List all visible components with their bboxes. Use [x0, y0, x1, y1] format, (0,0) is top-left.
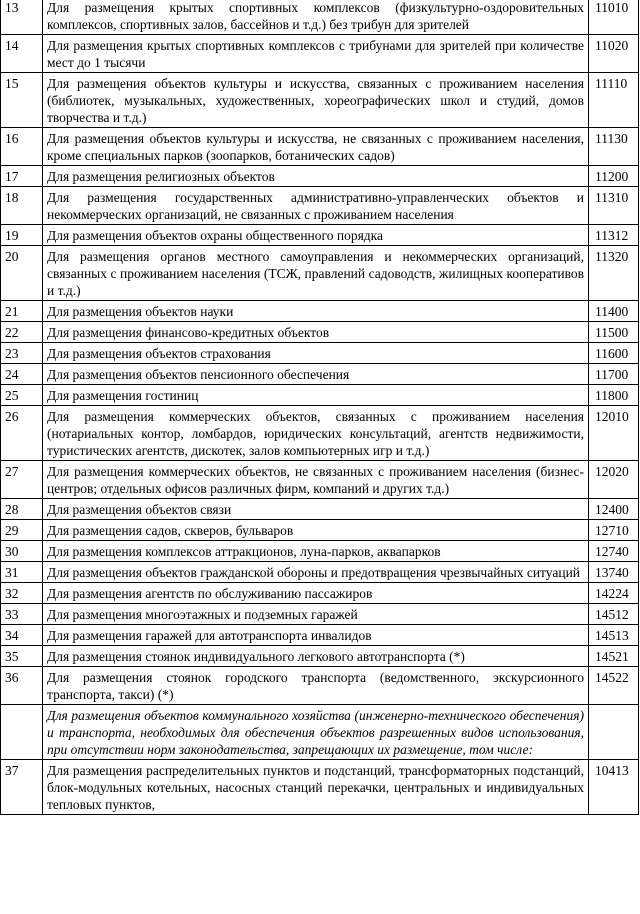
- table-row: [1, 246, 639, 301]
- row-number: 33: [1, 604, 43, 625]
- row-number: 37: [1, 760, 43, 815]
- row-code: 14513: [589, 625, 639, 646]
- table-row: [1, 187, 639, 225]
- row-description: Для размещения стоянок индивидуального легкового автотранспорта (*): [43, 646, 589, 667]
- row-description: Для размещения многоэтажных и подземных гаражей: [43, 604, 589, 625]
- row-code: 11320: [589, 246, 639, 301]
- row-code: 13740: [589, 562, 639, 583]
- table-row: [1, 166, 639, 187]
- table-row: [1, 541, 639, 562]
- row-code: 12020: [589, 461, 639, 499]
- row-number: 36: [1, 667, 43, 705]
- row-number: 29: [1, 520, 43, 541]
- row-number: 13: [1, 0, 43, 35]
- row-number: 30: [1, 541, 43, 562]
- row-description: Для размещения агентств по обслуживанию пассажиров: [43, 583, 589, 604]
- row-number: 14: [1, 35, 43, 73]
- row-description: Для размещения гостиниц: [43, 385, 589, 406]
- row-code: 11310: [589, 187, 639, 225]
- section-note: Для размещения объектов коммунального хозяйства (инженерно-технического обеспечения) и транспорта, необходимых для обеспечения объектов разрешенных видов использования, при отсутствии норм законодательства, запрещающих их размещение, том числе:: [43, 705, 589, 760]
- row-number: [1, 705, 43, 760]
- table-row: [1, 128, 639, 166]
- row-description: Для размещения религиозных объектов: [43, 166, 589, 187]
- row-description: Для размещения объектов пенсионного обеспечения: [43, 364, 589, 385]
- row-description: Для размещения стоянок городского транспорта (ведомственного, экскурсионного транспорта, такси) (*): [43, 667, 589, 705]
- row-number: 35: [1, 646, 43, 667]
- row-code: 11020: [589, 35, 639, 73]
- row-description: Для размещения объектов охраны общественного порядка: [43, 225, 589, 246]
- row-code: 14224: [589, 583, 639, 604]
- row-description: Для размещения крытых спортивных комплексов с трибунами для зрителей при количестве мест до 1 тысячи: [43, 35, 589, 73]
- section-note-row: [1, 705, 639, 760]
- row-number: 25: [1, 385, 43, 406]
- row-description: Для размещения объектов связи: [43, 499, 589, 520]
- row-description: Для размещения гаражей для автотранспорта инвалидов: [43, 625, 589, 646]
- table-row: [1, 520, 639, 541]
- row-code: 11312: [589, 225, 639, 246]
- row-description: Для размещения органов местного самоуправления и некоммерческих организаций, связанных с проживанием населения (ТСЖ, правлений садоводств, жилищных кооперативов и т.д.): [43, 246, 589, 301]
- table-row: [1, 646, 639, 667]
- table-row: [1, 0, 639, 35]
- row-number: 32: [1, 583, 43, 604]
- table-body: [1, 0, 639, 815]
- table-row: [1, 73, 639, 128]
- row-code: 11800: [589, 385, 639, 406]
- row-code: 12740: [589, 541, 639, 562]
- row-description: Для размещения объектов страхования: [43, 343, 589, 364]
- row-number: 26: [1, 406, 43, 461]
- table-row: [1, 625, 639, 646]
- row-code: 11600: [589, 343, 639, 364]
- table-row: [1, 461, 639, 499]
- row-code: 11010: [589, 0, 639, 35]
- row-code: 14512: [589, 604, 639, 625]
- row-description: Для размещения государственных административно-управленческих объектов и некоммерческих организаций, не связанных с проживанием населения: [43, 187, 589, 225]
- table-row: [1, 667, 639, 705]
- row-code: 11200: [589, 166, 639, 187]
- row-description: Для размещения коммерческих объектов, связанных с проживанием населения (нотариальных контор, ломбардов, юридических консультаций, агентств недвижимости, туристических агентств, дискотек, залов компьютерных игр и т.д.): [43, 406, 589, 461]
- table-row: [1, 583, 639, 604]
- table-row: [1, 322, 639, 343]
- row-code: 11130: [589, 128, 639, 166]
- row-code: 12710: [589, 520, 639, 541]
- row-description: Для размещения крытых спортивных комплексов (физкультурно-оздоровительных комплексов, спортивных залов, бассейнов и т.д.) без трибун для зрителей: [43, 0, 589, 35]
- row-description: Для размещения объектов гражданской обороны и предотвращения чрезвычайных ситуаций: [43, 562, 589, 583]
- row-description: Для размещения комплексов аттракционов, луна-парков, аквапарков: [43, 541, 589, 562]
- row-code: 14521: [589, 646, 639, 667]
- row-description: Для размещения объектов культуры и искусства, не связанных с проживанием населения, кроме специальных парков (зоопарков, ботанических садов): [43, 128, 589, 166]
- row-code: 11110: [589, 73, 639, 128]
- table-row: [1, 364, 639, 385]
- row-number: 24: [1, 364, 43, 385]
- row-number: 18: [1, 187, 43, 225]
- table-row: [1, 343, 639, 364]
- row-code: 11700: [589, 364, 639, 385]
- row-number: 28: [1, 499, 43, 520]
- row-description: Для размещения коммерческих объектов, не связанных с проживанием населения (бизнес-центров; отдельных офисов различных фирм, компаний и других т.д.): [43, 461, 589, 499]
- row-description: Для размещения садов, скверов, бульваров: [43, 520, 589, 541]
- table-row: [1, 406, 639, 461]
- row-number: 27: [1, 461, 43, 499]
- row-number: 34: [1, 625, 43, 646]
- row-code: [589, 705, 639, 760]
- row-code: 12010: [589, 406, 639, 461]
- row-number: 16: [1, 128, 43, 166]
- row-description: Для размещения объектов культуры и искусства, связанных с проживанием населения (библиотек, музыкальных, художественных, хореографических школ и студий, домов творчества и т.д.): [43, 73, 589, 128]
- table-row: [1, 225, 639, 246]
- row-number: 21: [1, 301, 43, 322]
- row-description: Для размещения объектов науки: [43, 301, 589, 322]
- row-code: 14522: [589, 667, 639, 705]
- table-row: [1, 385, 639, 406]
- table-row: [1, 604, 639, 625]
- row-number: 15: [1, 73, 43, 128]
- table-row: [1, 301, 639, 322]
- table-row: [1, 499, 639, 520]
- table-row: [1, 562, 639, 583]
- table-row: [1, 35, 639, 73]
- row-description: Для размещения финансово-кредитных объектов: [43, 322, 589, 343]
- row-number: 17: [1, 166, 43, 187]
- row-number: 20: [1, 246, 43, 301]
- row-code: 12400: [589, 499, 639, 520]
- row-number: 22: [1, 322, 43, 343]
- row-description: Для размещения распределительных пунктов и подстанций, трансформаторных подстанций, блок-модульных котельных, насосных станций перекачки, центральных и индивидуальных тепловых пунктов,: [43, 760, 589, 815]
- row-code: 11400: [589, 301, 639, 322]
- row-code: 10413: [589, 760, 639, 815]
- row-number: 19: [1, 225, 43, 246]
- row-number: 31: [1, 562, 43, 583]
- row-number: 23: [1, 343, 43, 364]
- table-row: [1, 760, 639, 815]
- row-code: 11500: [589, 322, 639, 343]
